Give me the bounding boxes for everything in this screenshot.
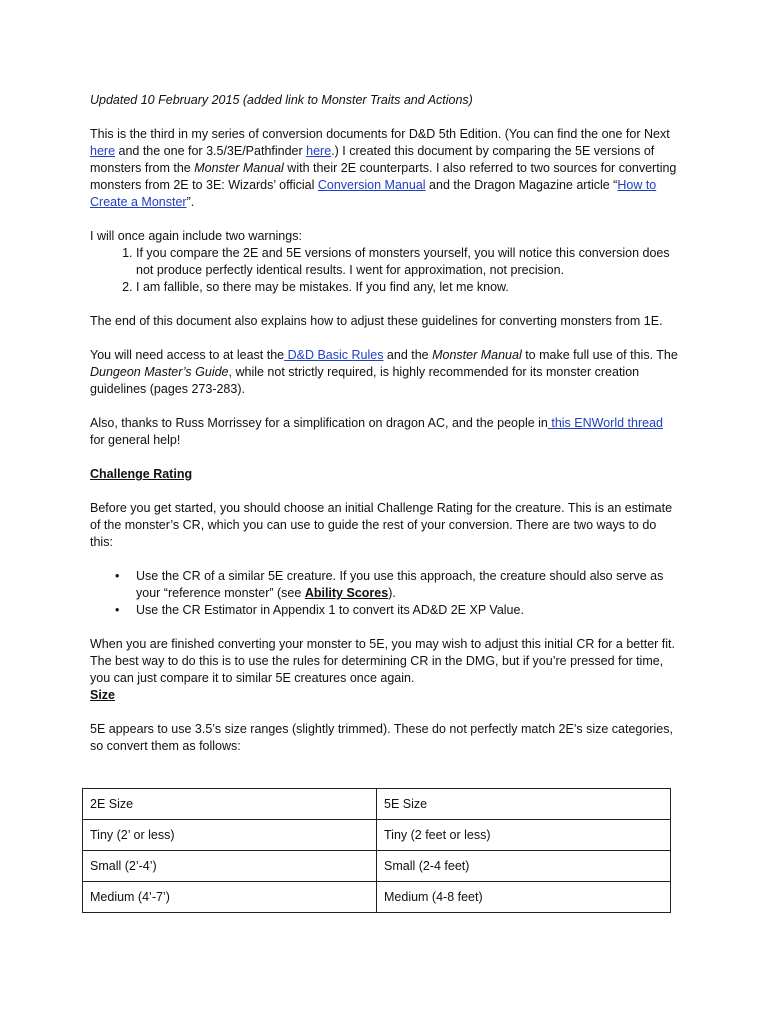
- access-text-4: , while not strictly required, is highly recommended for its monster creation guidelines (pages 273-283).: [90, 365, 640, 396]
- cr-method-text-1: Use the CR of a similar 5E creature. If you use this approach, the creature should also serve as your “reference monster” (see: [136, 569, 664, 600]
- table-cell: Small (2’-4’): [83, 851, 377, 882]
- table-cell: Small (2-4 feet): [377, 851, 671, 882]
- document-body: [90, 92, 680, 772]
- cr-methods-list: [90, 568, 680, 619]
- challenge-rating-heading: Challenge Rating: [90, 467, 193, 481]
- how-to-create-monster-link[interactable]: How to Create a Monster: [90, 178, 657, 209]
- table-header-cell: 2E Size: [83, 789, 377, 820]
- table-row: [83, 851, 671, 882]
- intro-text-2: and the one for 3.5/3E/Pathfinder: [115, 144, 307, 158]
- update-note: Updated 10 February 2015 (added link to Monster Traits and Actions): [90, 93, 473, 107]
- table-header-row: [83, 789, 671, 820]
- intro-text-6: ”.: [186, 195, 195, 209]
- table-cell: Medium (4-8 feet): [377, 882, 671, 913]
- ability-scores-reference: Ability Scores: [304, 586, 389, 600]
- access-paragraph: [90, 347, 680, 398]
- table-row: [83, 820, 671, 851]
- cr-method-item: [115, 568, 680, 602]
- table-cell: Medium (4’-7’): [83, 882, 377, 913]
- warnings-intro: I will once again include two warnings:: [90, 229, 302, 243]
- table-row: [83, 882, 671, 913]
- size-paragraph: 5E appears to use 3.5’s size ranges (slightly trimmed). These do not perfectly match 2E’s size categories, so convert them as follows:: [90, 722, 673, 753]
- thanks-paragraph: [90, 415, 680, 449]
- cr-paragraph: Before you get started, you should choose an initial Challenge Rating for the creature. This is an estimate of the monster’s CR, which you can use to guide the rest of your conversion. There are two ways to do this:: [90, 501, 673, 549]
- monster-manual-title: Monster Manual: [194, 161, 284, 175]
- intro-text-3: .) I created this document by comparing the 5E versions of monsters from the: [90, 144, 655, 175]
- size-conversion-table: [82, 788, 671, 913]
- warnings-list: [90, 245, 680, 296]
- dmg-title: Dungeon Master’s Guide: [90, 365, 229, 379]
- cr-method-text: Use the CR Estimator in Appendix 1 to convert its AD&D 2E XP Value.: [136, 603, 524, 617]
- bullet-icon: •: [115, 603, 120, 617]
- access-text-1: You will need access to at least the: [90, 348, 285, 362]
- cr-method-text-2: ).: [388, 586, 396, 600]
- end-note: The end of this document also explains how to adjust these guidelines for converting monsters from 1E.: [90, 314, 663, 328]
- table-cell: Tiny (2’ or less): [83, 820, 377, 851]
- access-text-2: and the: [383, 348, 433, 362]
- table-cell: Tiny (2 feet or less): [377, 820, 671, 851]
- next-conversion-link[interactable]: here: [90, 144, 116, 158]
- cr-method-item: [115, 602, 680, 619]
- intro-text-4: with their 2E counterparts. I also referred to two sources for converting monsters from 2E to 3E: Wizards’ official: [90, 161, 677, 192]
- warning-item: 1. If you compare the 2E and 5E versions of monsters yourself, you will notice this conversion does not produce perfectly identical results. I went for approximation, not precision.: [136, 245, 680, 279]
- bullet-icon: •: [115, 569, 120, 583]
- intro-paragraph: [90, 126, 680, 211]
- enworld-thread-link[interactable]: this ENWorld thread: [547, 416, 663, 430]
- basic-rules-link[interactable]: D&D Basic Rules: [284, 348, 384, 362]
- cr-finish-paragraph: When you are finished converting your monster to 5E, you may wish to adjust this initial CR for a better fit. The best way to do this is to use the rules for determining CR in the DMG, but if you’re pressed for time, you can just compare it to similar 5E creatures once again.: [90, 637, 675, 685]
- warning-item: 2. I am fallible, so there may be mistakes. If you find any, let me know.: [136, 279, 680, 296]
- thanks-text-1: Also, thanks to Russ Morrissey for a simplification on dragon AC, and the people in: [90, 416, 548, 430]
- access-text-3: to make full use of this. The: [521, 348, 678, 362]
- table-header-cell: 5E Size: [377, 789, 671, 820]
- conversion-manual-link[interactable]: Conversion Manual: [317, 178, 426, 192]
- pathfinder-conversion-link[interactable]: here: [306, 144, 332, 158]
- monster-manual-title: Monster Manual: [432, 348, 522, 362]
- size-heading: Size: [90, 688, 116, 702]
- intro-text-1: This is the third in my series of conversion documents for D&D 5th Edition. (You can find the one for Next: [90, 127, 670, 141]
- thanks-text-2: for general help!: [90, 433, 181, 447]
- intro-text-5: and the Dragon Magazine article “: [425, 178, 618, 192]
